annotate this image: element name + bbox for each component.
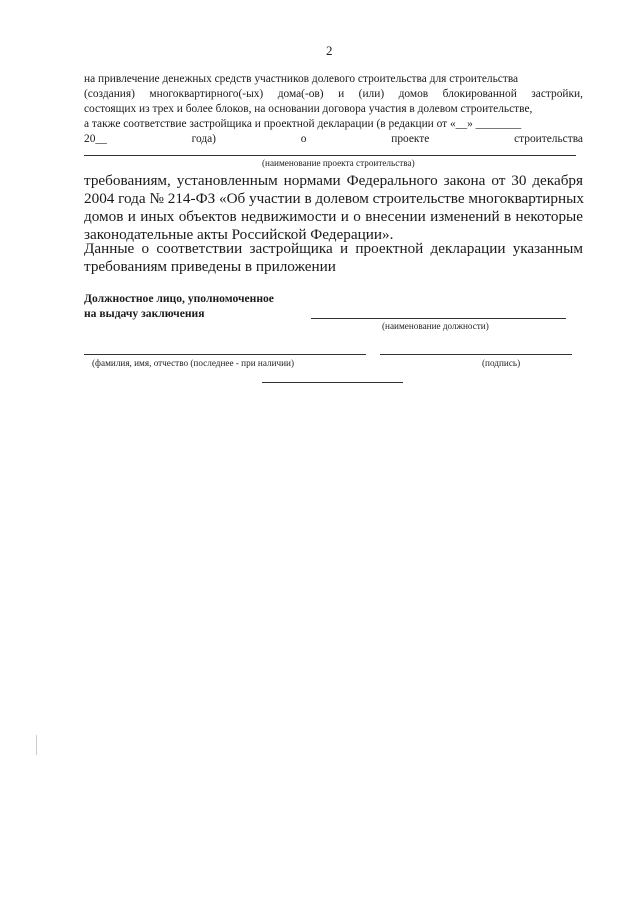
official-label-line-2: на выдачу заключения xyxy=(84,307,205,320)
scan-mark xyxy=(36,735,37,755)
project-name-caption: (наименование проекта строительства) xyxy=(262,158,415,168)
signature-line xyxy=(380,354,572,355)
intro-line-2: (создания) многоквартирного(-ых) дома(-ов) и (или) домов блокированной застройки, xyxy=(84,88,583,100)
main-line-4: законодательные акты Российской Федерации». xyxy=(84,226,394,243)
project-name-line xyxy=(84,155,576,156)
intro-line-3: состоящих из трех и более блоков, на основании договора участия в долевом строительстве, xyxy=(84,103,533,115)
position-line xyxy=(311,318,566,319)
main-line-1: требованиям, установленным нормами Федерального закона от 30 декабря xyxy=(84,172,583,189)
data-line-1: Данные о соответствии застройщика и проектной декларации указанным xyxy=(84,240,583,257)
page-number: 2 xyxy=(326,43,333,58)
main-line-3: домов и иных объектов недвижимости и о внесении изменений в некоторые xyxy=(84,208,583,225)
intro-line-1: на привлечение денежных средств участников долевого строительства для строительства xyxy=(84,73,519,85)
official-label-line-1: Должностное лицо, уполномоченное xyxy=(84,292,274,305)
name-line xyxy=(84,354,366,355)
position-caption: (наименование должности) xyxy=(382,321,489,331)
data-line-2: требованиям приведены в приложении xyxy=(84,258,336,275)
name-caption: (фамилия, имя, отчество (последнее - при наличии) xyxy=(92,358,294,368)
main-line-2: 2004 года № 214-ФЗ «Об участии в долевом строительстве многоквартирных xyxy=(84,190,584,207)
closing-line xyxy=(262,382,403,383)
intro-line-5: 20__ года) о проекте строительства xyxy=(84,133,583,145)
intro-line-4: а также соответствие застройщика и проектной декларации (в редакции от «__» ________ xyxy=(84,118,522,130)
signature-caption: (подпись) xyxy=(482,358,521,368)
